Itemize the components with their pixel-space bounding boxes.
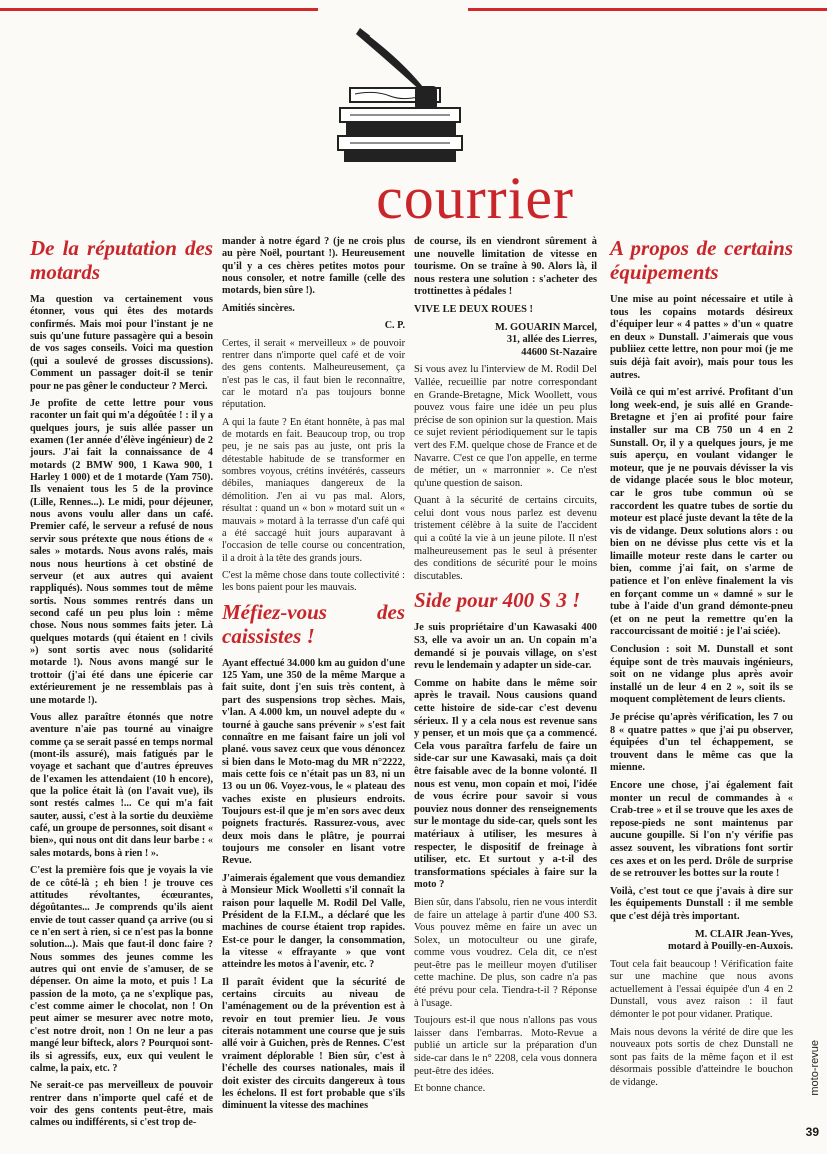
letter-paragraph: Ma question va certainement vous étonner, vous qui êtes des motards confirmés. Mais moi pour l'instant je ne suis qu'une future passagère qui a besoin de vos sages conseils. Voici ma question (qui a soulevé de grosses discussions). Comment un passager doit-il se tenir pour ne pas gêner le conducteur ? Merci. [30,294,213,392]
article-title: A propos de certains équipements [610,236,793,284]
letter-signature: C. P. [384,320,405,332]
letter-signature: M. GOUARIN Marcel, [495,321,597,333]
column-1 [30,236,213,1135]
letter-paragraph: Voilà ce qui m'est arrivé. Profitant d'un long week-end, je suis allé en Grande-Bretagne et j'en ai profité pour faire installer sur ma CB 750 un 4 en 2 Sunstall. Or, il y a quelques jours, je me suis aperçu, en voulant vidanger le moteur, que je ne pouvais dévisser la vis de vidange placée sous le bloc moteur, car le gros tube commun où se raccordent les quatre tubes de sortie du moteur est placé juste devant la tête de la vis de vidange. Deux solutions alors : ou bien on ne dévisse plus cette vis et la limaille moteur reste dans le carter ou bien, comme j'ai fait, on s'arme de patience et l'on enlève finalement la vis en forçant comme un « damné » sur le tube à l'aide d'un grand démonte-pneu (et on ne peut la remettre qu'en la raccourcissant de moitié : je l'ai sciée). [610,387,793,638]
article-title: De la réputation des motards [30,236,213,284]
top-rule-right [468,8,827,11]
letter-paragraph: Ne serait-ce pas merveilleux de pouvoir rentrer dans n'importe quel café et de voir des gens contents peut-être, mais calmes ou indifférents, si c'est trop de- [30,1080,213,1129]
reply-paragraph: C'est la même chose dans toute collectivité : les bons paient pour les mauvais. [222,569,405,594]
letter-address: 31, allée des Lierres, [506,334,597,346]
masthead-title: courrier [376,165,574,231]
letter-paragraph: C'est la première fois que je voyais la vie de ce côté-là ; eh bien ! je trouve ces attitudes révoltantes, écœurantes, dégoûtantes... Je comprends qu'ils aient envie de tout casser quand ça arrive (ou si ce n'en sert à rien, si ce n'est pas la bonne solution...). Mais que faut-il donc faire ? Nous sommes des jeunes comme les autres qui ont envie de s'amuser, de se dépenser. On aime la moto, et puis ! La passion de la moto, ça ne s'explique pas, c'est comme aimer le chocolat, non ! On peut aimer se mesurer avec notre moto, c'est notre droit, non ! On ne leur a pas mangé leur bifteck, alors ? Pourquoi sont-ils si agressifs, eux, eux qui veulent le calme, la paix, etc. ? [30,865,213,1074]
letter-address: motard à Pouilly-en-Auxois. [668,941,793,953]
reply-paragraph: Toujours est-il que nous n'allons pas vous laisser dans l'embarras. Moto-Revue a publié un article sur la préparation d'un side-car dans le n° 2208, cela vous donnera peut-être des idées. [414,1015,597,1077]
column-3 [414,236,597,1101]
letter-paragraph: Une mise au point nécessaire et utile à tous les copains motards désireux d'équiper leur « 4 pattes » d'un « quatre en deux » Dunstall. J'aimerais que vous publiiez cette lettre, non pour moi (je me suis déjà fait avoir), mais pour tous les autres. [610,294,793,381]
column-4 [610,236,793,1095]
letter-paragraph: Ayant effectué 34.000 km au guidon d'une 125 Yam, une 350 de la même Marque a fait suite, dont j'en suis très content, à part des suspensions trop sèches. Mais, v'lan. A 4.000 km, un nouvel adepte du « tourné à gauche sans prévenir » s'est fait connaître en me faisant faire un joli vol plané. vous savez ceux que vous dénoncez si bien dans le Moto-mag du MR n°2222, mais cette fois ce n'était pas un 83, ni un 13 ou un 06. Voyez-vous, le « plateau des vaches existe en plusieurs endroits. Toujours est-il que je m'en sors avec deux poignets fracturés. Rassurez-vous, avec deux mois dans le plâtre, je pourrai toujours me consoler en lisant votre Revue. [222,657,405,867]
column-2 [222,236,405,1118]
top-rule-left [0,8,318,11]
letter-address: 44600 St-Nazaire [521,346,597,358]
page-number: 39 [805,1125,819,1139]
letter-paragraph: mander à notre égard ? (je ne crois plus au père Noël, pourtant !). Heureusement qu'il y a ces chères petites motos pour nous consoler, et notre famille (celle des motards, bien sûre !). [222,236,405,297]
reply-paragraph: Mais nous devons la vérité de dire que les nouveaux pots sortis de chez Dunstall ne sont pas faits de la même façon et il est désormais possible d'atteindre le bouchon de vidange. [610,1026,793,1089]
letter-signature: M. CLAIR Jean-Yves, [694,928,793,940]
letter-paragraph: Je profite de cette lettre pour vous raconter un fait qui m'a dégoûtée ! : il y a quelques jours, je suis allée passer un examen (1er année d'élève ingénieur) de 2 jours. J'ai fait la connaissance de 4 motards (2 BMW 900, 1 Kawa 900, 1 Harley 1 000) et de 1 motarde (Yam 750). Ils venaient tous les 5 de la province (Lille, Rennes...). Le midi, pour déjeuner, nous avons voulu aller dans un café. Premier café, le serveur a refusé de nous servir sous prétexte que nous étions de « sales » motards. Nous avons ralés, mais nous nous heurtions à cet obstiné de serveur (et aux autres qui avaient rappliqués). Nous sommes tout de même sortis. Nous sommes rentrés dans un second café un peu plus loin : même chose. Nous nous sommes faits jeter. Là quelques motards (qui étaient en ! civils ») sont sortis avec nous (solidarité motarde !). Nous avons mangé sur le trottoir (j'ai été dans une épicerie car extérieurement je ne ressemblais pas à une motarde !). [30,397,213,706]
article-title: Méfiez-vous des caissistes ! [222,599,405,648]
reply-paragraph: Et bonne chance. [414,1083,486,1095]
letter-paragraph: Comme on habite dans le même soir après le travail. Nous causions quand cette histoire de side-car c'est devenu sérieux. Il y a cela nous est revenue sans y penser, et un mois que ça a commencé. Cela vous paraîtra farfelu de faire un side-car sur une Kawasaki, mais ça doit être faisable avec de la bonne volonté. Il nous est venu, mon copain et moi, l'idée de vous écrire pour savoir si vous pouviez nous donner des renseignements sur le montage du side-car, quels sont les matériaux à utiliser, les mesures à respecter, le dispositif de freinage à utiliser, etc. Et surtout y a-t-il des transformations spéciales à faire sur la moto ? [414,677,597,891]
reply-paragraph: Certes, il serait « merveilleux » de pouvoir rentrer dans n'importe quel café et de voir des gens contents. Malheureusement, ça n'est pas le cas, il faut bien le reconnaître, car le motard n'a pas toujours bonne réputation. [222,337,405,411]
reply-paragraph: Si vous avez lu l'interview de M. Rodil Del Vallée, recueillie par notre correspondant en Grande-Bretagne, Mick Woollett, vous pouvez vous faire une idée un peu plus précise de son opinion sur la question. Mais ce sujet revient périodiquement sur le tapis vert des F.M. quelque chose de France et de Navarre. C'est ce que l'on appelle, en terme de métier, un « marronnier ». Ce n'est qu'une question de saison. [414,364,597,489]
letter-closing: VIVE LE DEUX ROUES ! [414,303,533,315]
letter-paragraph: Il paraît évident que la sécurité de certains circuits au niveau de l'aménagement ou de la prévention est à revoir en tout premier lieu. Je vous citerais notamment une course que je suis allé voir à Guichen, près de Rennes. C'est vraiment déplorable ! Bien sûr, c'est à l'échelle des courses nationales, mais il doit exister des circuits dangereux à tous les échelons. Il est fort probable que s'ils diminuent la vitesse des machines [222,976,405,1112]
letter-paragraph: Je précise qu'après vérification, les 7 ou 8 « quatre pattes » que j'ai pu observer, équipées d'un tel échappement, se trouvent dans le même cas que la mienne. [610,712,793,774]
reply-paragraph: Bien sûr, dans l'absolu, rien ne vous interdit de faire un attelage à partir d'une 400 S3. Vous pouvez même en faire un avec un Solex, un motoculteur ou une girafe, comme vous voudrez. Cela dit, ce n'est peut-être pas le meilleur moyen d'utiliser cette machine. De plus, son cadre n'a pas été prévu pour cela. Tiendra-t-il ? Réponse à l'usage. [414,896,597,1009]
article-title: Side pour 400 S 3 ! [414,588,581,613]
magazine-name: moto-revue [809,1040,821,1096]
letter-paragraph: de course, ils en viendront sûrement à une nouvelle limitation de vitesse en tourisme. On se traîne à 90. Alors là, il nous restera une solution : s'acheter des trottinettes à pédales ! [414,236,597,298]
letter-paragraph: Je suis propriétaire d'un Kawasaki 400 S3, elle va avoir un an. Un copain m'a demandé si je pouvais village, on s'est revu le lendemain y adapter un side-car. [414,622,597,672]
reply-paragraph: Quant à la sécurité de certains circuits, celui dont vous nous parlez est devenu tristement célèbre à la suite de l'accident qui a coûté la vie à un jeune pilote. Il n'est malheureusement pas le seul à présenter des conditions de sécurité pour le moins discutables. [414,495,597,582]
letter-closing: Amitiés sincères. [222,302,295,314]
reply-paragraph: Tout cela fait beaucoup ! Vérification faite sur une machine que nous avons actuellement à l'essai équipée d'un 4 en 2 Dunstall, vous avez raison : il faut démonter le pot pour vidaner. Pratique. [610,958,793,1021]
letter-paragraph: Encore une chose, j'ai également fait monter un recul de commandes à « Crab-tree » et il se trouve que les axes de repose-pieds ne sont maintenus par aucune goupille. Si l'on n'y vérifie pas assez souvent, les vibrations font sortir ces axes et on les perd. Drôle de surprise de se retrouver les bottes sur la route ! [610,779,793,880]
letter-paragraph: Conclusion : soit M. Dunstall et sont équipe sont de très mauvais ingénieurs, soit on ne vidange plus après avoir installé un de leur 4 en 2 », soit ils se moquent complètement de leurs clients. [610,644,793,706]
letter-paragraph: Voilà, c'est tout ce que j'avais à dire sur les équipements Dunstall : il me semble que c'est déjà très important. [610,885,793,922]
reply-paragraph: A qui la faute ? En étant honnête, à pas mal de motards en fait. Beaucoup trop, ou trop peu, je ne sais pas au juste, ont pris la détestable habitude de se transformer en sombres voyous, crétins invétérés, casseurs débiles, maniaques dangereux de la démolition. J'en ai vu pas mal. Alors, résultat : quand un « bon » motard suit un « mauvais » motard à la terrasse d'un café qui a été saccagé huit jours auparavant à l'occasion de telle course ou concentration, il a droit à la tête des grands jours. [222,416,405,564]
letter-paragraph: Vous allez paraître étonnés que notre aventure n'aie pas tourné au vinaigre comme ça se serait passé en temps normal (mont-ils assuré), mais fatigués par le voyage et sachant que d'autres épreuves de l'examen les attendaient (10 h encore), que la police était là (on l'avait vue), ils sont restés calmes !... Ce qui m'a fait sauter, aussi, c'est à la sortie du deuxième café, un groupe de personnes, soit disant « bien», qui nous ont dit dans leur barbe : « sales motards, bons à rien ! ». [30,711,213,859]
quill-books-illustration [330,18,470,168]
letter-paragraph: J'aimerais également que vous demandiez à Monsieur Mick Woolletti s'il connaît la raison pour laquelle M. Rodil Del Valle, Président de la F.I.M., a déclaré que les machines de course étaient trop rapides. Est-ce pour le danger, la consommation, la vitesse « effrayante » que vont atteindre les motos à l'avenir, etc. ? [222,872,405,971]
